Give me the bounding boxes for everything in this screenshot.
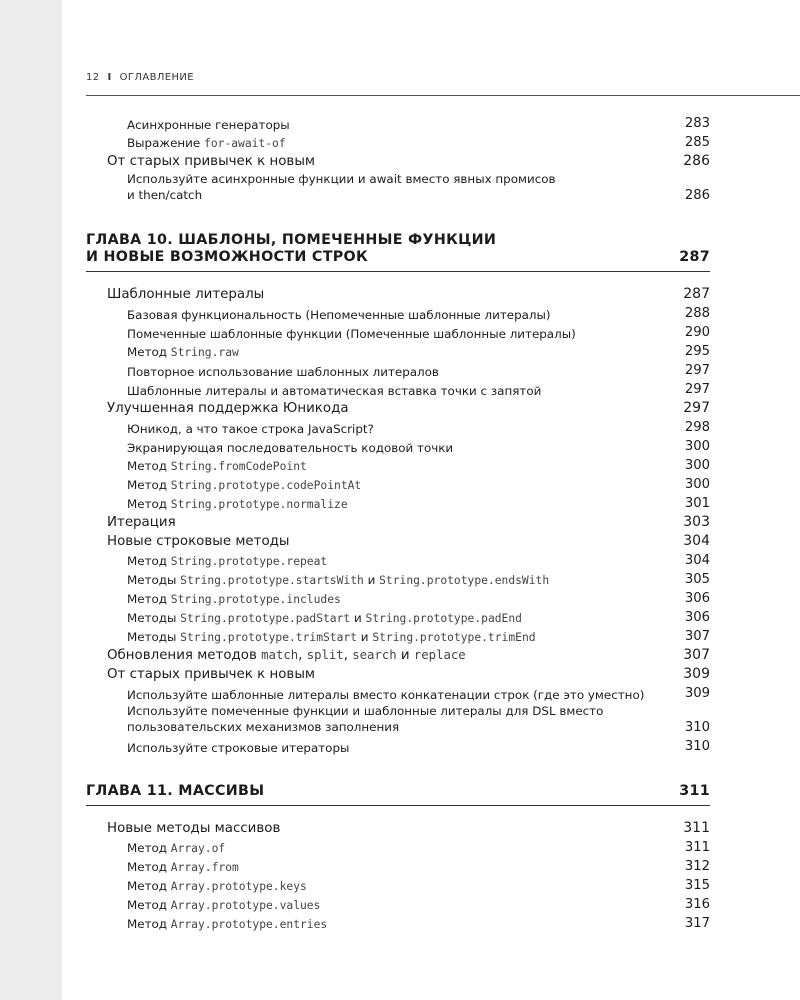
entry-text: Базовая функциональность (Непомеченные шаблонные литералы) xyxy=(127,308,551,322)
entry-text: Методы xyxy=(127,630,181,644)
code-identifier: split xyxy=(306,648,344,662)
toc-subsection-entry[interactable] xyxy=(86,171,710,205)
code-identifier: String.prototype.trimStart xyxy=(180,631,358,644)
entry-text: Метод xyxy=(127,860,171,874)
chapter-title: ГЛАВА 10. ШАБЛОНЫ, ПОМЕЧЕННЫЕ ФУНКЦИИ И НОВЫЕ ВОЗМОЖНОСТИ СТРОК xyxy=(86,232,497,265)
toc-entry-title xyxy=(127,840,677,857)
entry-text: и xyxy=(350,611,366,625)
toc-entry-title xyxy=(127,740,677,756)
entry-text: Асинхронные генераторы xyxy=(127,118,290,132)
toc-entry-title xyxy=(127,364,677,380)
code-identifier: String.prototype.repeat xyxy=(170,555,328,568)
toc-page-number: 307 xyxy=(683,647,710,663)
entry-text: Новые методы массивов xyxy=(107,821,281,836)
toc-page-number: 310 xyxy=(684,720,710,735)
code-identifier: Array.from xyxy=(170,861,239,874)
toc-page-number: 298 xyxy=(684,420,710,435)
toc-section-entry[interactable] xyxy=(86,665,710,684)
toc-block-chapter-10 xyxy=(86,285,710,756)
code-identifier: for-await-of xyxy=(204,137,286,150)
entry-text: Метод xyxy=(127,554,171,568)
toc-section-entry[interactable] xyxy=(86,532,710,551)
entry-text: , xyxy=(343,648,353,663)
entry-text: Метод xyxy=(127,917,171,931)
toc-page-number: 311 xyxy=(684,840,710,855)
chapter-page-number: 287 xyxy=(679,249,710,265)
entry-text: Используйте асинхронные функции и await вместо явных промисов и then/catch xyxy=(127,172,556,202)
toc-subsection-entry[interactable] xyxy=(86,876,710,895)
toc-page-number: 317 xyxy=(684,916,710,931)
toc-entry-title xyxy=(127,326,677,342)
code-identifier: String.prototype.padStart xyxy=(180,612,351,625)
entry-text: Метод xyxy=(127,898,171,912)
toc-subsection-entry[interactable] xyxy=(86,838,710,857)
toc-page-number: 316 xyxy=(684,897,710,912)
entry-text: Шаблонные литералы xyxy=(107,287,265,302)
entry-text: , xyxy=(298,648,307,663)
toc-entry-title xyxy=(127,553,677,570)
code-identifier: String.prototype.padEnd xyxy=(365,612,522,625)
toc-subsection-entry[interactable] xyxy=(86,437,710,456)
toc-subsection-entry[interactable] xyxy=(86,456,710,475)
toc-entry-title xyxy=(127,496,677,513)
toc-subsection-entry[interactable] xyxy=(86,304,710,323)
toc-entry-title xyxy=(127,477,677,494)
toc-entry-title xyxy=(107,819,675,838)
entry-text: Итерация xyxy=(107,515,176,530)
toc-block-chapter-11 xyxy=(86,819,710,933)
toc-page-number: 300 xyxy=(684,477,710,492)
toc-page-number: 300 xyxy=(684,439,710,454)
code-identifier: String.prototype.codePointAt xyxy=(170,479,362,492)
toc-page-number: 285 xyxy=(684,135,710,150)
toc-entry-title xyxy=(127,878,677,895)
chapter-rule xyxy=(86,271,710,272)
toc-subsection-entry[interactable] xyxy=(86,494,710,513)
toc-page-number: 303 xyxy=(683,514,710,530)
toc-entry-title xyxy=(127,703,677,737)
entry-text: Юникод, а что такое строка JavaScript? xyxy=(127,422,374,436)
running-head-separator: I xyxy=(107,72,112,83)
entry-text: Используйте помеченные функции и шаблонные литералы для DSL вместо пользовательских механизмов заполнения xyxy=(127,704,604,734)
toc-entry-title xyxy=(127,458,677,475)
toc-subsection-entry[interactable] xyxy=(86,380,710,399)
toc-entry-title xyxy=(107,513,675,532)
code-identifier: String.raw xyxy=(170,346,239,359)
toc-page-number: 310 xyxy=(684,739,710,754)
entry-text: Метод xyxy=(127,879,171,893)
running-head xyxy=(86,72,710,83)
toc-subsection-entry[interactable] xyxy=(86,570,710,589)
code-identifier: Array.of xyxy=(170,842,226,855)
entry-text: Улучшенная поддержка Юникода xyxy=(107,401,349,416)
entry-text: Экранирующая последовательность кодовой точки xyxy=(127,441,454,455)
toc-page-number: 306 xyxy=(684,610,710,625)
code-identifier: String.prototype.trimEnd xyxy=(372,631,536,644)
code-identifier: String.prototype.startsWith xyxy=(180,574,364,587)
entry-text: и xyxy=(357,630,373,644)
toc-subsection-entry[interactable] xyxy=(86,703,710,737)
entry-text: Шаблонные литералы и автоматическая вставка точки с запятой xyxy=(127,384,542,398)
toc-subsection-entry[interactable] xyxy=(86,418,710,437)
code-identifier: Array.prototype.entries xyxy=(170,918,328,931)
toc-entry-title xyxy=(127,610,677,627)
toc-entry-title xyxy=(107,646,675,665)
toc-entry-title xyxy=(107,532,675,551)
code-identifier: String.prototype.normalize xyxy=(170,498,348,511)
toc-section-entry[interactable] xyxy=(86,819,710,838)
code-identifier: String.prototype.includes xyxy=(170,593,341,606)
toc-entry-title xyxy=(127,629,677,646)
toc-entry-title xyxy=(107,399,675,418)
toc-page-number: 311 xyxy=(683,820,710,836)
toc-entry-title xyxy=(127,859,677,876)
toc-page-number: 286 xyxy=(683,153,710,169)
toc-entry-title xyxy=(127,307,677,323)
chapter-rule xyxy=(86,805,710,806)
entry-text: Методы xyxy=(127,573,181,587)
toc-page-number: 304 xyxy=(683,533,710,549)
section-title: ОГЛАВЛЕНИЕ xyxy=(119,72,195,83)
entry-text: Метод xyxy=(127,841,171,855)
toc-entry-title xyxy=(127,591,677,608)
toc-page-number: 297 xyxy=(684,382,710,397)
code-identifier: replace xyxy=(413,648,466,662)
toc-entry-title xyxy=(127,916,677,933)
toc-subsection-entry[interactable] xyxy=(86,342,710,361)
toc-page-number: 309 xyxy=(683,666,710,682)
entry-text: Методы xyxy=(127,611,181,625)
toc-entry-title xyxy=(107,665,675,684)
toc-page-number: 297 xyxy=(684,363,710,378)
toc-page-number: 297 xyxy=(683,400,710,416)
code-identifier: String.fromCodePoint xyxy=(170,460,307,473)
header-rule xyxy=(86,95,800,96)
entry-text: Обновления методов xyxy=(107,648,262,663)
toc-entry-title xyxy=(107,285,675,304)
entry-text: Используйте шаблонные литералы вместо конкатенации строк (где это уместно) xyxy=(127,688,645,702)
chapter-heading[interactable] xyxy=(86,232,710,271)
toc-page-number: 288 xyxy=(684,306,710,321)
entry-text: и xyxy=(396,648,414,663)
code-identifier: match xyxy=(261,648,299,662)
entry-text: Повторное использование шаблонных литералов xyxy=(127,365,439,379)
toc-page-number: 295 xyxy=(684,344,710,359)
toc-subsection-entry[interactable] xyxy=(86,627,710,646)
toc-subsection-entry[interactable] xyxy=(86,589,710,608)
toc-subsection-entry[interactable] xyxy=(86,914,710,933)
entry-text: Метод xyxy=(127,478,171,492)
chapter-heading[interactable] xyxy=(86,783,710,805)
toc-section-entry[interactable] xyxy=(86,285,710,304)
toc-subsection-entry[interactable] xyxy=(86,323,710,342)
chapter-page-number: 311 xyxy=(679,783,710,799)
entry-text: Метод xyxy=(127,592,171,606)
toc-page-number: 283 xyxy=(684,116,710,131)
toc-page-number: 307 xyxy=(684,629,710,644)
toc-page-number: 300 xyxy=(684,458,710,473)
toc-subsection-entry[interactable] xyxy=(86,684,710,703)
entry-text: Метод xyxy=(127,497,171,511)
toc-entry-title xyxy=(127,344,677,361)
code-identifier: Array.prototype.keys xyxy=(170,880,307,893)
toc-page-number: 287 xyxy=(683,286,710,302)
toc-section-entry[interactable] xyxy=(86,399,710,418)
toc-entry-title xyxy=(127,171,677,205)
entry-text: Выражение xyxy=(127,136,205,150)
left-margin-band xyxy=(0,0,62,1000)
toc-subsection-entry[interactable] xyxy=(86,133,710,152)
toc-subsection-entry[interactable] xyxy=(86,551,710,570)
entry-text: Метод xyxy=(127,459,171,473)
entry-text: Используйте строковые итераторы xyxy=(127,741,350,755)
toc-section-entry[interactable] xyxy=(86,152,710,171)
page-number: 12 xyxy=(86,72,100,83)
toc-page-number: 304 xyxy=(684,553,710,568)
code-identifier: search xyxy=(352,648,397,662)
toc-section-entry[interactable] xyxy=(86,646,710,665)
toc-subsection-entry[interactable] xyxy=(86,361,710,380)
toc-page-number: 309 xyxy=(684,686,710,701)
code-identifier: Array.prototype.values xyxy=(170,899,321,912)
toc-subsection-entry[interactable] xyxy=(86,114,710,133)
toc-subsection-entry[interactable] xyxy=(86,857,710,876)
toc-entry-title xyxy=(127,440,677,456)
toc-entry-title xyxy=(127,383,677,399)
chapter-title: ГЛАВА 11. МАССИВЫ xyxy=(86,783,265,799)
toc-entry-title xyxy=(127,421,677,437)
toc-page xyxy=(86,0,710,1000)
entry-text: От старых привычек к новым xyxy=(107,154,315,169)
entry-text: Новые строковые методы xyxy=(107,534,290,549)
entry-text: Метод xyxy=(127,345,171,359)
toc-page-number: 312 xyxy=(684,859,710,874)
toc-page-number: 315 xyxy=(684,878,710,893)
toc-subsection-entry[interactable] xyxy=(86,608,710,627)
entry-text: Помеченные шаблонные функции (Помеченные шаблонные литералы) xyxy=(127,327,576,341)
toc-page-number: 306 xyxy=(684,591,710,606)
toc-page-number: 290 xyxy=(684,325,710,340)
entry-text: и xyxy=(363,573,380,587)
toc-subsection-entry[interactable] xyxy=(86,895,710,914)
entry-text: От старых привычек к новым xyxy=(107,667,315,682)
toc-page-number: 286 xyxy=(684,188,710,203)
toc-section-entry[interactable] xyxy=(86,513,710,532)
toc-entry-title xyxy=(127,117,677,133)
toc-page-number: 301 xyxy=(684,496,710,511)
code-identifier: String.prototype.endsWith xyxy=(379,574,550,587)
toc-entry-title xyxy=(127,897,677,914)
toc-block-chapter-9-tail xyxy=(86,114,710,205)
table-of-contents xyxy=(86,114,710,933)
toc-entry-title xyxy=(127,135,677,152)
toc-subsection-entry[interactable] xyxy=(86,737,710,756)
toc-entry-title xyxy=(127,572,677,589)
toc-subsection-entry[interactable] xyxy=(86,475,710,494)
toc-entry-title xyxy=(127,687,677,703)
toc-entry-title xyxy=(107,152,675,171)
toc-page-number: 305 xyxy=(684,572,710,587)
